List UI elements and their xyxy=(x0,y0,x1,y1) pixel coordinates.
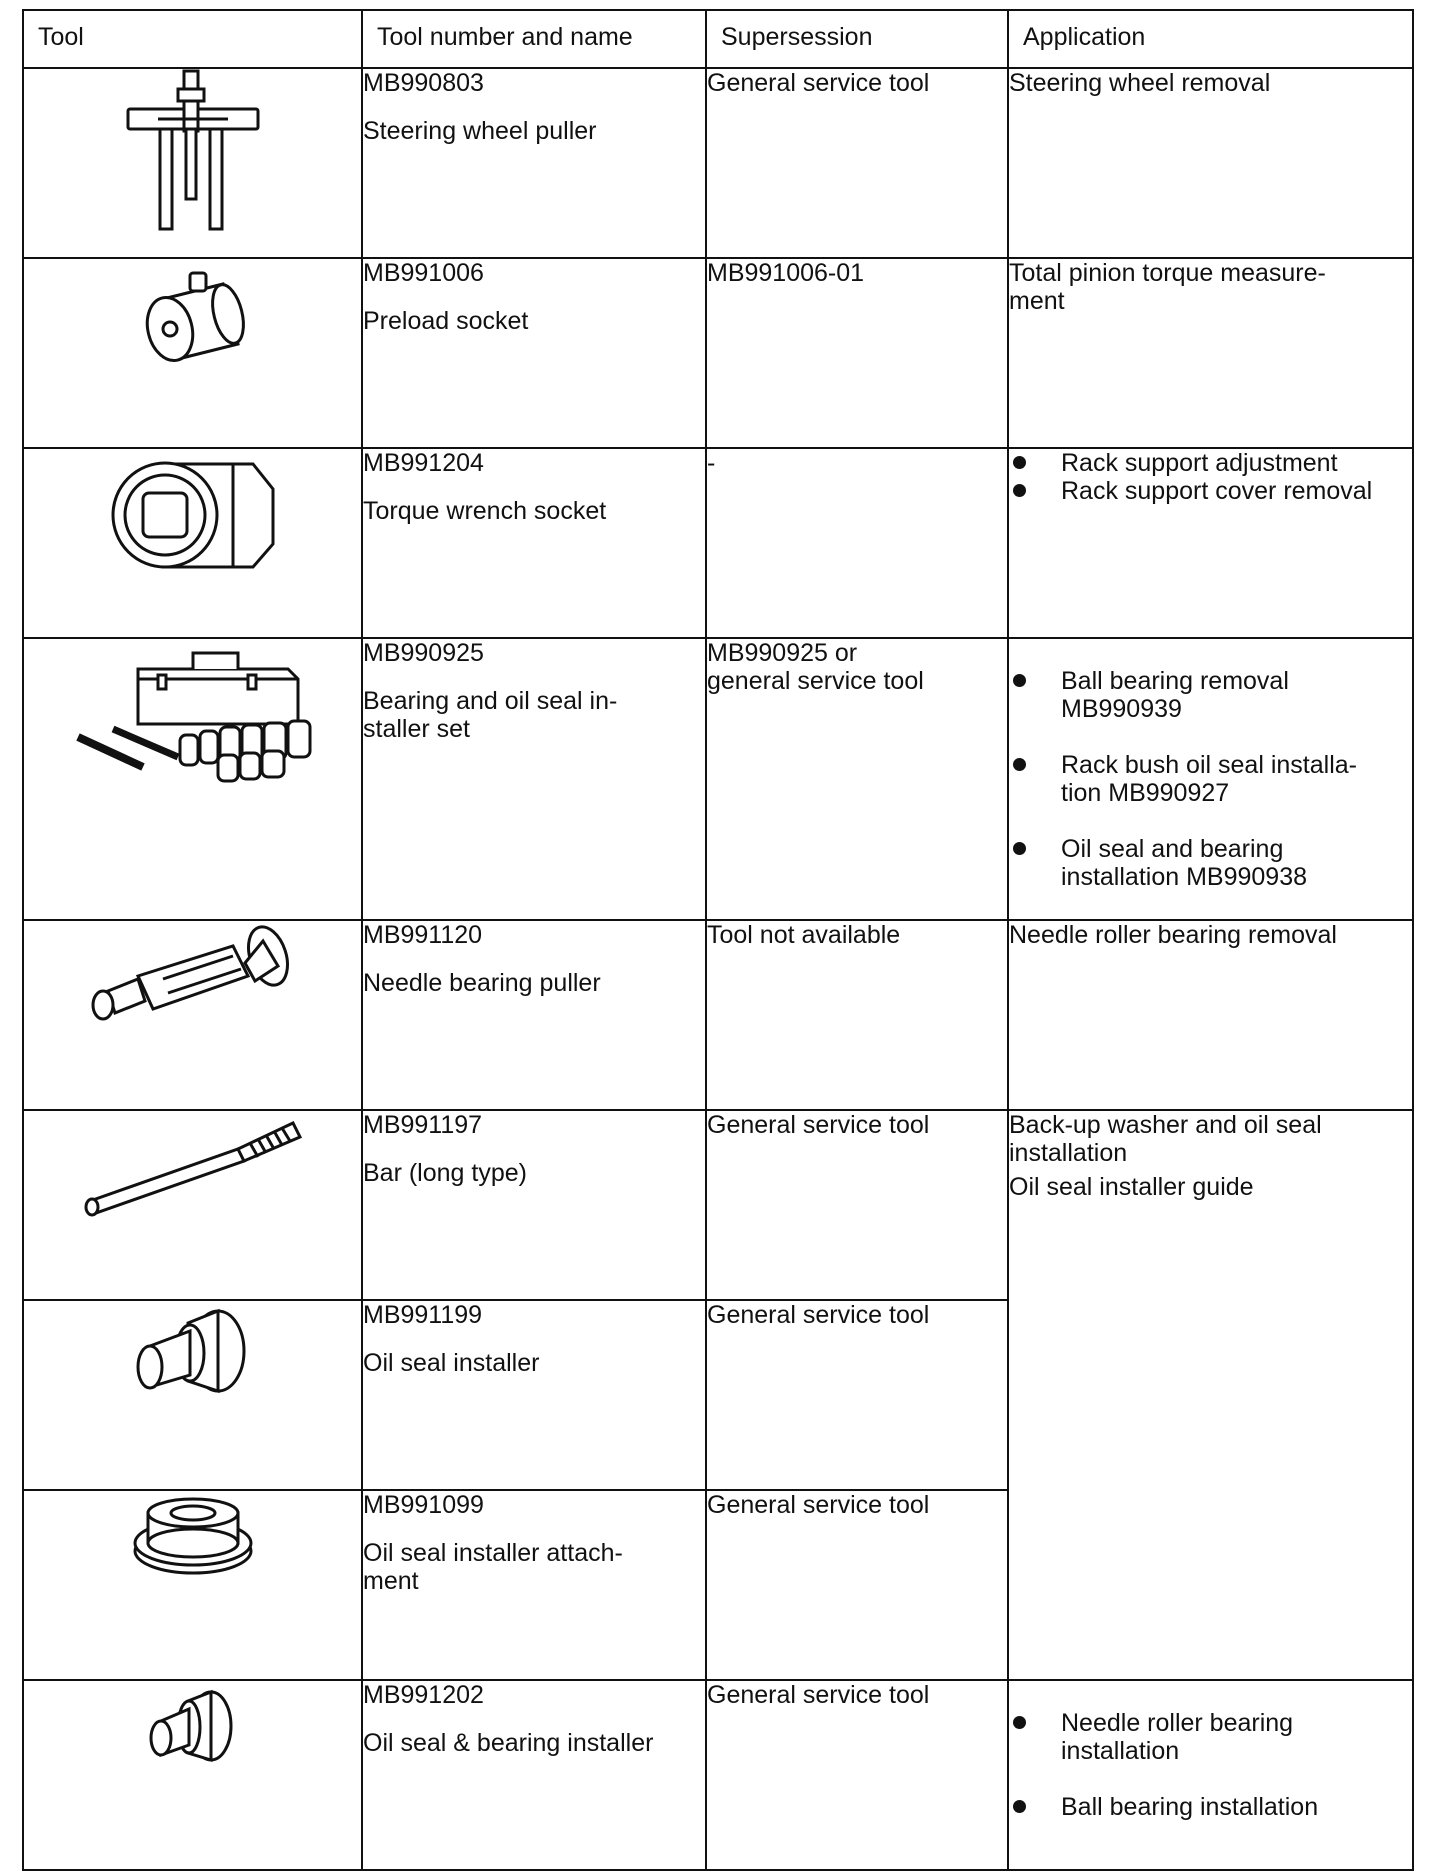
application-cell: Steering wheel removal xyxy=(1008,68,1413,258)
header-tool: Tool xyxy=(23,10,362,68)
list-item: Rack support adjustment xyxy=(1009,449,1412,477)
tool-image-cell xyxy=(23,258,362,448)
application-text: Back-up washer and oil seal installation xyxy=(1009,1111,1322,1167)
list-item: Rack bush oil seal installa- tion MB990927 xyxy=(1009,751,1412,807)
tool-name: Oil seal installer xyxy=(363,1349,540,1377)
table-row xyxy=(23,448,1413,638)
tool-number: MB991197 xyxy=(363,1111,483,1139)
bar-long-type-icon xyxy=(78,1111,308,1221)
bullet-icon xyxy=(1013,484,1026,497)
table-row xyxy=(23,258,1413,448)
bullet-icon xyxy=(1013,758,1026,771)
tool-number-name-cell xyxy=(362,1110,706,1300)
table-row xyxy=(23,1110,1413,1300)
preload-socket-icon xyxy=(128,259,258,379)
bullet-icon xyxy=(1013,1716,1026,1729)
tool-number-name-cell xyxy=(362,1680,706,1870)
tool-number-name-cell xyxy=(362,448,706,638)
list-item: Ball bearing installation xyxy=(1009,1793,1412,1821)
tool-number: MB991199 xyxy=(363,1301,483,1329)
tool-number: MB990925 xyxy=(363,639,484,667)
table-row xyxy=(23,638,1413,920)
tool-image-cell xyxy=(23,638,362,920)
table-header-row xyxy=(23,10,1413,68)
needle-bearing-puller-icon xyxy=(83,921,303,1031)
application-cell xyxy=(1008,638,1413,920)
tool-number: MB991204 xyxy=(363,449,484,477)
special-tools-table xyxy=(22,9,1414,1871)
application-text: Oil seal installer guide xyxy=(1009,1173,1254,1201)
application-text: Total pinion torque measure- ment xyxy=(1009,259,1326,315)
list-item: Needle roller bearing installation xyxy=(1009,1709,1412,1765)
tool-name: Bar (long type) xyxy=(363,1159,527,1187)
tool-name: Torque wrench socket xyxy=(363,497,607,525)
tool-number: MB991202 xyxy=(363,1681,484,1709)
bullet-icon xyxy=(1013,1800,1026,1813)
bullet-icon xyxy=(1013,456,1026,469)
tool-number-name-cell xyxy=(362,258,706,448)
tool-image-cell xyxy=(23,448,362,638)
table-row xyxy=(23,1680,1413,1870)
tool-image-cell xyxy=(23,920,362,1110)
application-cell xyxy=(1008,1110,1413,1680)
application-cell xyxy=(1008,258,1413,448)
tool-number-name-cell xyxy=(362,1490,706,1680)
bullet-icon xyxy=(1013,842,1026,855)
oil-seal-installer-icon xyxy=(128,1301,258,1411)
header-application: Application xyxy=(1008,10,1413,68)
tool-image-cell xyxy=(23,68,362,258)
application-cell xyxy=(1008,448,1413,638)
supersession-cell: General service tool xyxy=(706,1680,1008,1870)
oil-seal-installer-attachment-icon xyxy=(128,1491,258,1581)
application-list xyxy=(1009,1681,1412,1849)
bearing-oil-seal-installer-set-icon xyxy=(68,639,318,789)
tool-name: Bearing and oil seal in- staller set xyxy=(363,687,618,743)
tool-image-cell xyxy=(23,1680,362,1870)
tool-image-cell xyxy=(23,1300,362,1490)
torque-wrench-socket-icon xyxy=(103,449,283,579)
tool-name: Needle bearing puller xyxy=(363,969,601,997)
tool-name: Oil seal installer attach- ment xyxy=(363,1539,623,1595)
application-list xyxy=(1009,639,1412,919)
table-row xyxy=(23,68,1413,258)
supersession-text: MB990925 or general service tool xyxy=(707,639,924,695)
list-item: Oil seal and bearing installation MB990938 xyxy=(1009,835,1412,891)
tool-number: MB991006 xyxy=(363,259,484,287)
supersession-cell: - xyxy=(706,448,1008,638)
supersession-cell: General service tool xyxy=(706,1490,1008,1680)
oil-seal-bearing-installer-icon xyxy=(143,1681,243,1771)
tool-name: Preload socket xyxy=(363,307,529,335)
table-row xyxy=(23,920,1413,1110)
list-item: Ball bearing removal MB990939 xyxy=(1009,667,1412,723)
tool-image-cell xyxy=(23,1110,362,1300)
application-cell xyxy=(1008,1680,1413,1870)
header-tool-number-and-name: Tool number and name xyxy=(362,10,706,68)
tool-name: Oil seal & bearing installer xyxy=(363,1729,654,1757)
tool-number-name-cell xyxy=(362,638,706,920)
tool-number-name-cell xyxy=(362,1300,706,1490)
header-supersession: Supersession xyxy=(706,10,1008,68)
steering-wheel-puller-icon xyxy=(118,69,268,239)
supersession-cell: General service tool xyxy=(706,68,1008,258)
tool-number: MB991120 xyxy=(363,921,483,949)
tool-number-name-cell xyxy=(362,920,706,1110)
tool-name: Steering wheel puller xyxy=(363,117,597,145)
supersession-cell: Tool not available xyxy=(706,920,1008,1110)
supersession-cell: MB991006-01 xyxy=(706,258,1008,448)
bullet-icon xyxy=(1013,674,1026,687)
tool-number: MB991099 xyxy=(363,1491,484,1519)
supersession-cell: General service tool xyxy=(706,1110,1008,1300)
tool-image-cell xyxy=(23,1490,362,1680)
tool-number-name-cell xyxy=(362,68,706,258)
list-item: Rack support cover removal xyxy=(1009,477,1412,505)
application-list xyxy=(1009,449,1412,505)
supersession-cell: General service tool xyxy=(706,1300,1008,1490)
supersession-cell xyxy=(706,638,1008,920)
tool-number: MB990803 xyxy=(363,69,484,97)
application-cell: Needle roller bearing removal xyxy=(1008,920,1413,1110)
